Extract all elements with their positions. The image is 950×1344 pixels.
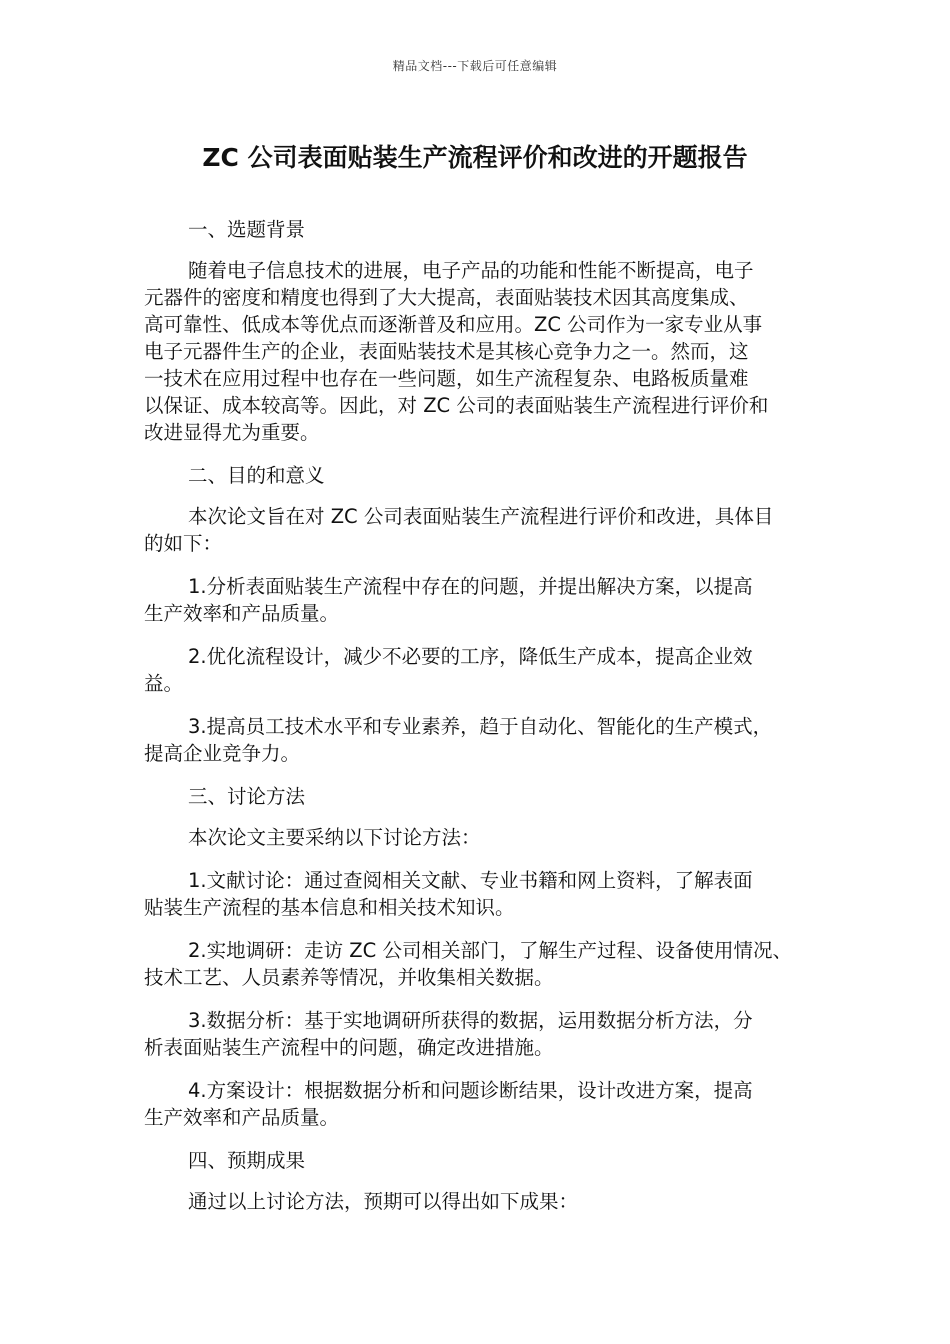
document-body [144, 216, 812, 1231]
method-item: 4.方案设计：根据数据分析和问题诊断结果，设计改进方案，提高 生产效率和产品质量。 [144, 1079, 753, 1129]
purpose-item: 1.分析表面贴装生产流程中存在的问题，并提出解决方案，以提高 生产效率和产品质量。 [144, 575, 753, 625]
header-note: 精品文档---下载后可任意编辑 [392, 59, 558, 73]
purpose-item: 3.提高员工技术水平和专业素养，趋于自动化、智能化的生产模式， 提高企业竞争力。 [144, 715, 773, 765]
background-paragraph: 随着电子信息技术的进展，电子产品的功能和性能不断提高，电子 元器件的密度和精度也得到了大大提高，表面贴装技术因其高度集成、 高可靠性、低成本等优点而逐渐普及和应用。ZC 公司作为一家专业从事 电子元器件生产的企业，表面贴装技术是其核心竞争力之一。然而，这 一技术在应用过程中也存在一些问题，如生产流程复杂、电路板质量难 以保证、成本较高等。因此，对 ZC 公司的表面贴装生产流程进行评价和 改进显得尤为重要。 [144, 259, 769, 444]
outcome-intro: 通过以上讨论方法，预期可以得出如下成果： [188, 1190, 579, 1213]
purpose-item: 2.优化流程设计，减少不必要的工序，降低生产成本，提高企业效 益。 [144, 645, 753, 695]
method-item: 2.实地调研：走访 ZC 公司相关部门，了解生产过程、设备使用情况、 技术工艺、人员素养等情况，并收集相关数据。 [144, 939, 792, 989]
method-item: 1.文献讨论：通过查阅相关文献、专业书籍和网上资料，了解表面 贴装生产流程的基本信息和相关技术知识。 [144, 869, 753, 919]
document-title: ZC 公司表面贴装生产流程评价和改进的开题报告 [202, 143, 748, 172]
purpose-intro: 本次论文旨在对 ZC 公司表面贴装生产流程进行评价和改进，具体目 的如下： [144, 505, 774, 555]
section-heading-method: 三、讨论方法 [188, 785, 306, 808]
section-heading-outcome: 四、预期成果 [188, 1149, 306, 1172]
section-heading-background: 一、选题背景 [188, 218, 306, 241]
section-heading-purpose: 二、目的和意义 [188, 464, 325, 487]
method-intro: 本次论文主要采纳以下讨论方法： [188, 826, 481, 849]
method-item: 3.数据分析：基于实地调研所获得的数据，运用数据分析方法，分 析表面贴装生产流程中的问题，确定改进措施。 [144, 1009, 753, 1059]
